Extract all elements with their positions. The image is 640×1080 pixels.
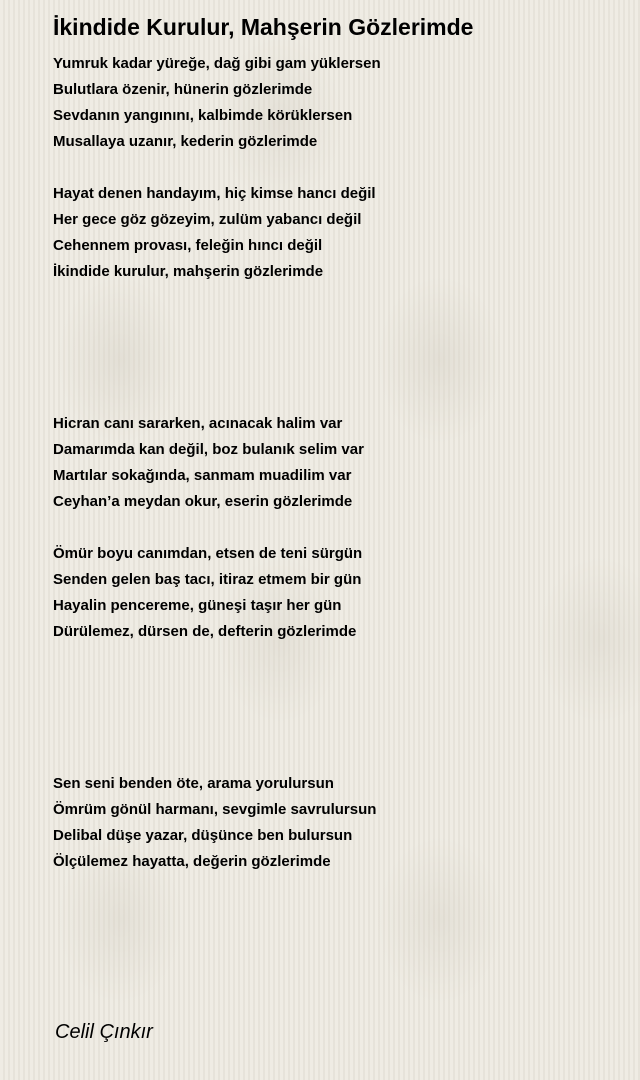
poem-line: İkindide kurulur, mahşerin gözlerimde: [53, 263, 324, 280]
poem-line: Bulutlara özenir, hünerin gözlerimde: [53, 81, 313, 98]
poem-line: Dürülemez, dürsen de, defterin gözlerimde: [53, 623, 357, 640]
poem-author: Celil Çınkır: [55, 1021, 153, 1043]
poem-line: Damarımda kan değil, boz bulanık selim var: [53, 441, 364, 458]
poem-line: Delibal düşe yazar, düşünce ben bulursun: [53, 827, 353, 844]
poem-line: Sevdanın yangınını, kalbimde körüklersen: [53, 107, 353, 124]
poem-line: Hayalin pencereme, güneşi taşır her gün: [53, 597, 342, 614]
stanza-5: [53, 771, 376, 875]
poem-line: Ömrüm gönül harmanı, sevgimle savrulursun: [53, 801, 377, 818]
poem-line: Martılar sokağında, sanmam muadilim var: [53, 467, 352, 484]
stanza-1: [53, 51, 381, 155]
stanza-4: [53, 541, 362, 645]
poem-line: Hayat denen handayım, hiç kimse hancı değil: [53, 185, 376, 202]
poem-line: Senden gelen baş tacı, itiraz etmem bir gün: [53, 571, 362, 588]
poem-line: Yumruk kadar yüreğe, dağ gibi gam yüklersen: [53, 55, 381, 72]
poem-title: İkindide Kurulur, Mahşerin Gözlerimde: [53, 14, 474, 40]
poem-line: Ölçülemez hayatta, değerin gözlerimde: [53, 853, 331, 870]
poem-line: Cehennem provası, feleğin hıncı değil: [53, 237, 323, 254]
poem-line: Ceyhan’a meydan okur, eserin gözlerimde: [53, 493, 353, 510]
poem-line: Musallaya uzanır, kederin gözlerimde: [53, 133, 318, 150]
poem-line: Hicran canı sararken, acınacak halim var: [53, 415, 343, 432]
stanza-2: [53, 181, 376, 285]
poem-line: Her gece göz gözeyim, zulüm yabancı değil: [53, 211, 362, 228]
poem-line: Sen seni benden öte, arama yorulursun: [53, 775, 334, 792]
stanza-3: [53, 411, 364, 515]
poem-line: Ömür boyu canımdan, etsen de teni sürgün: [53, 545, 363, 562]
